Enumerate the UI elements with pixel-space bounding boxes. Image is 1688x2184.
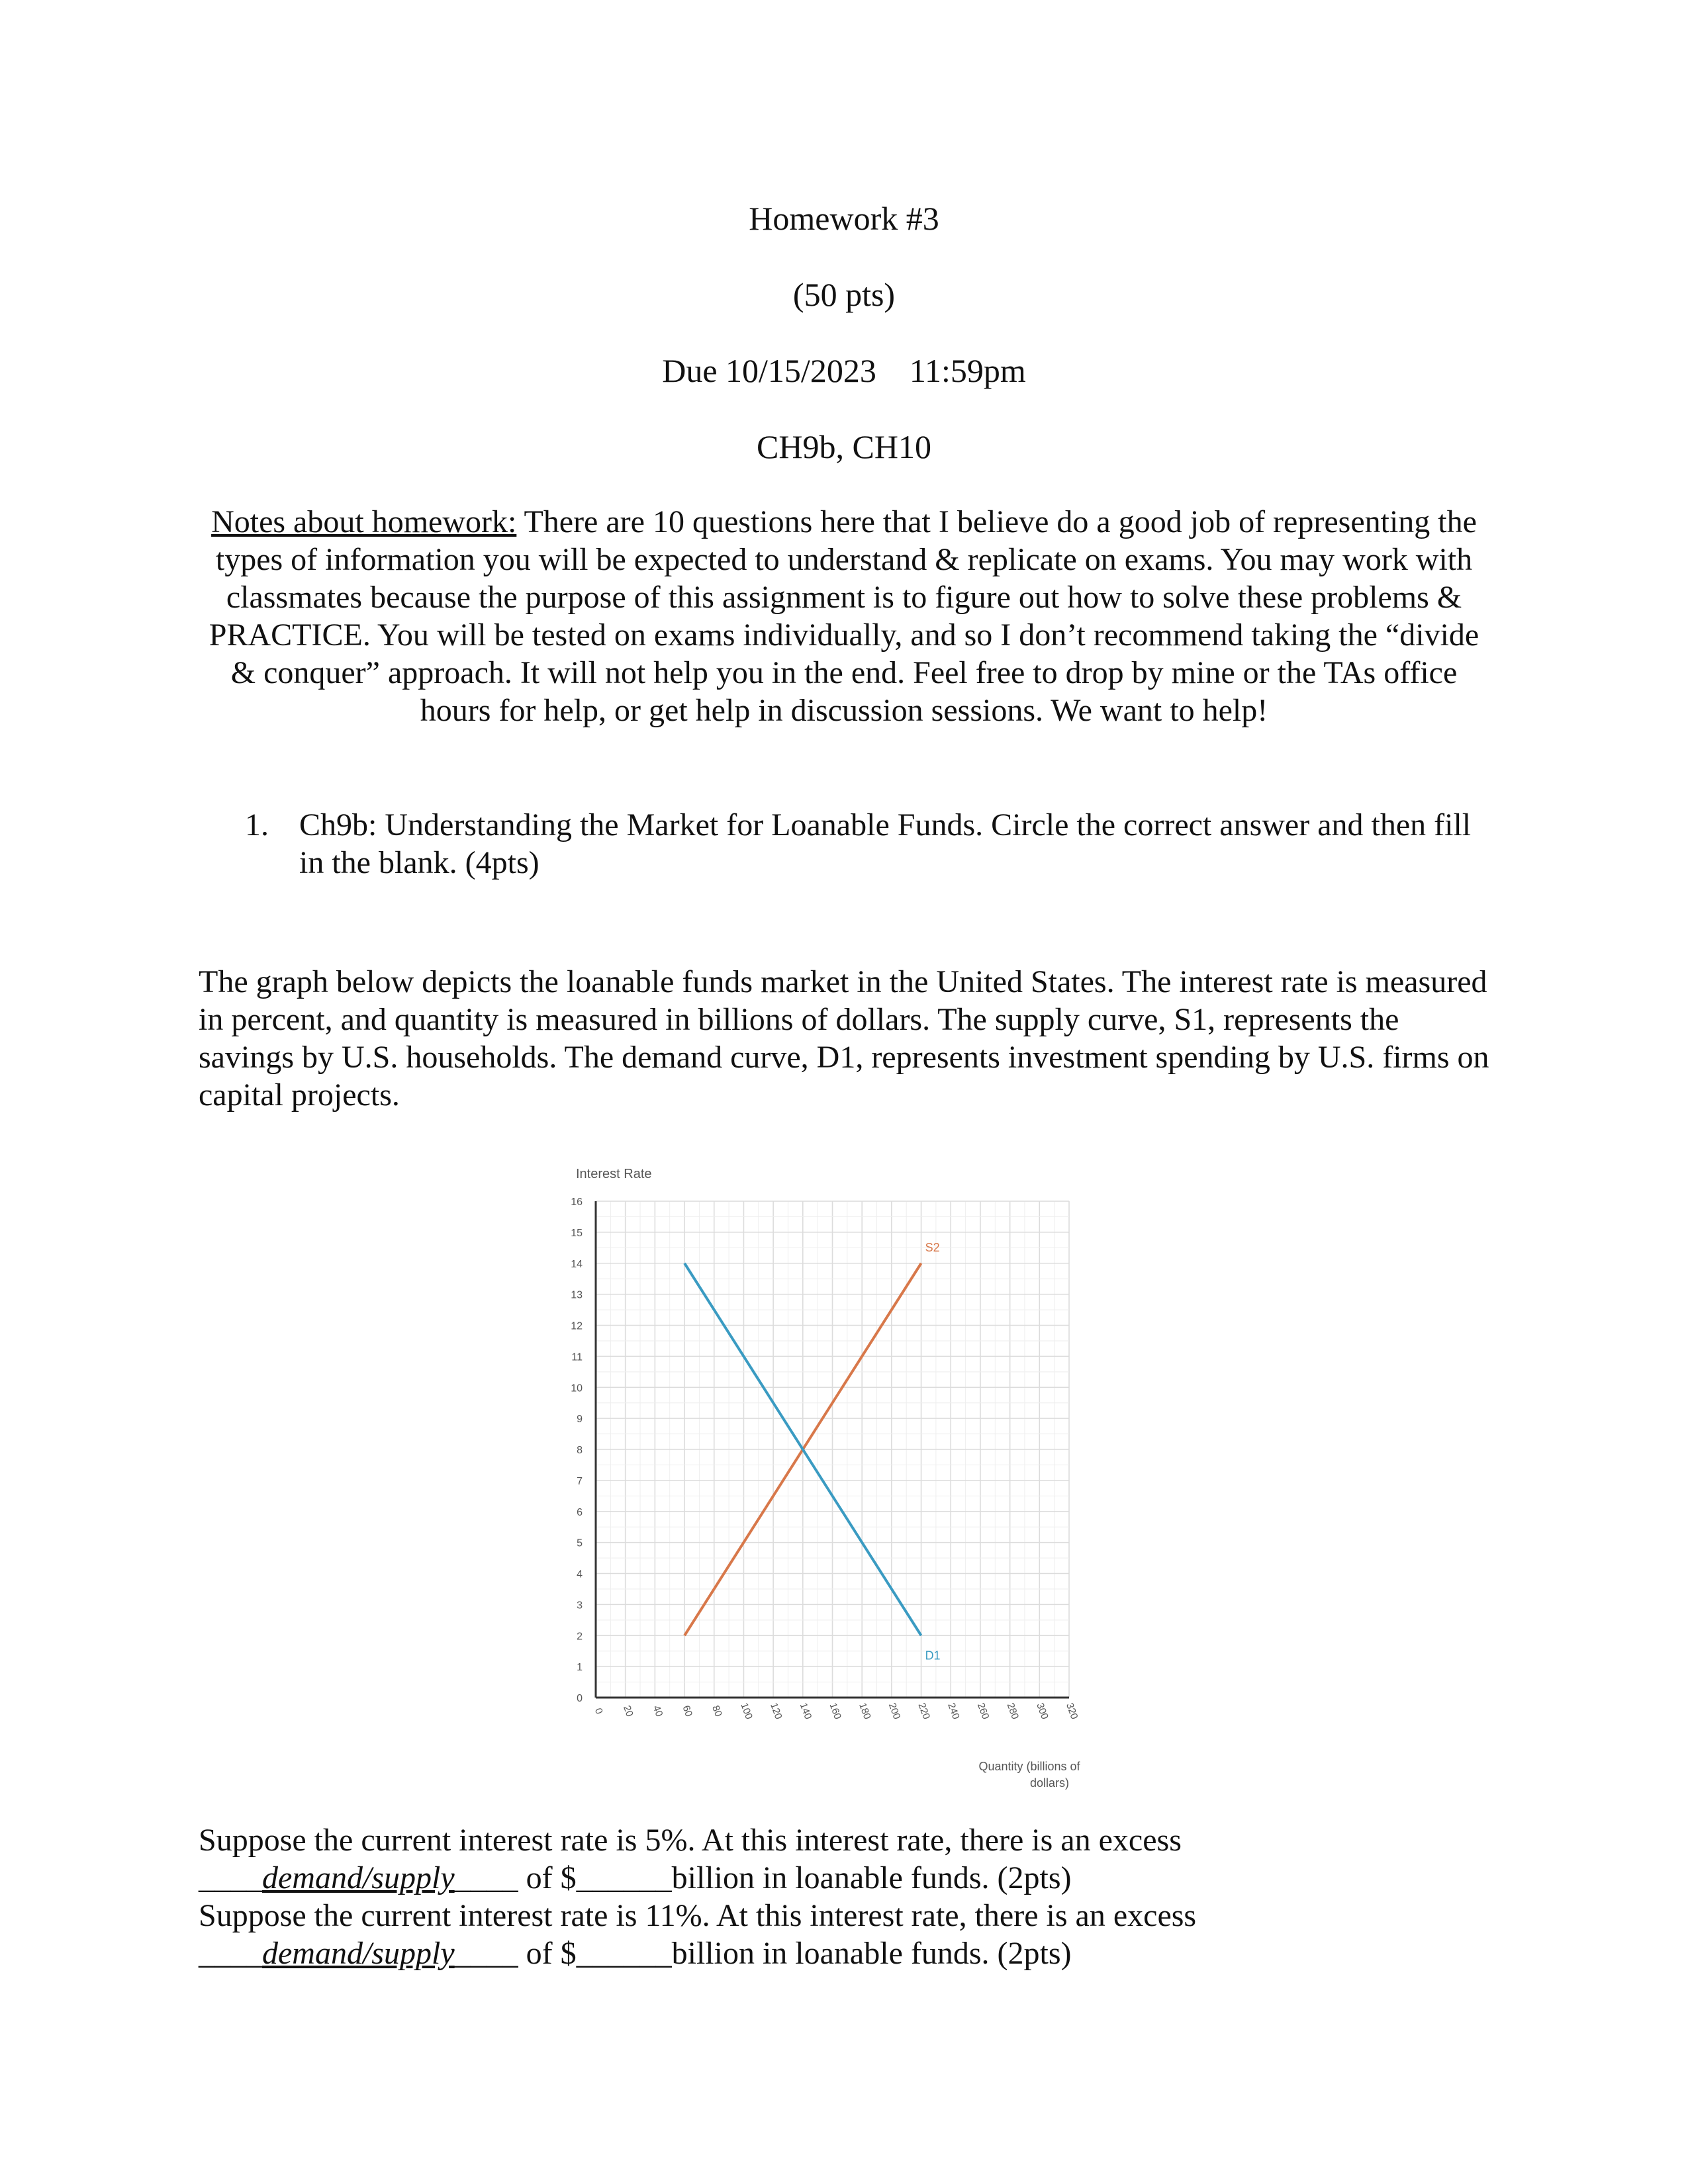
y-tick-label: 12 [571,1320,583,1332]
x-tick-label: 220 [915,1701,933,1721]
fill-in-1-choice[interactable]: demand/supply [262,1860,455,1895]
y-tick-label: 6 [577,1506,583,1518]
y-tick-label: 9 [577,1414,583,1426]
y-tick-label: 13 [571,1289,583,1301]
fill-in-1-prompt: Suppose the current interest rate is 5%. At this interest rate, there is an excess [199,1823,1182,1858]
y-tick-label: 14 [571,1258,583,1270]
fill-in-2-blank-before: ____ [199,1936,262,1971]
x-tick-label: 0 [592,1706,605,1716]
question-number: 1. [245,807,269,842]
y-tick-label: 2 [577,1631,583,1643]
x-tick-label: 200 [886,1701,903,1721]
y-tick-label: 16 [571,1197,583,1208]
y-tick-label: 3 [577,1600,583,1612]
chapters: CH9b, CH10 [757,428,931,465]
y-tick-label: 5 [577,1537,583,1549]
x-tick-label: 60 [680,1704,695,1719]
notes-text: There are 10 questions here that I believe do a good job of representing the types of information you will be expected to understand & replicate on exams. You may work with classmates because the purpose of this assignment is to figure out how to solve these problems & PRACTICE. You will be tested on exams individually, and so I don’t recommend taking the “divide & conquer” approach. It will not help you in the end. Feel free to drop by mine or the TAs office hours for help, or get help in discussion sessions. We want to help! [209,504,1479,728]
x-tick-label: 120 [768,1701,784,1721]
homework-notes [199,503,1489,729]
fill-in-2-prompt: Suppose the current interest rate is 11%. At this interest rate, there is an excess [199,1898,1197,1933]
x-tick-label: 40 [650,1704,665,1719]
y-tick-label: 10 [571,1383,583,1394]
y-axis-label: Interest Rate [576,1167,652,1181]
x-tick-label: 80 [710,1704,724,1719]
due-date: Due 10/15/2023 11:59pm [662,352,1026,389]
x-tick-label: 260 [974,1701,992,1721]
notes-label: Notes about homework: [211,504,517,539]
x-tick-label: 300 [1034,1701,1051,1721]
y-tick-label: 1 [577,1662,583,1674]
y-tick-label: 15 [571,1227,583,1239]
x-tick-label: 160 [827,1701,843,1721]
series-label-d1: D1 [925,1649,941,1662]
chart-ticks [571,1197,1080,1721]
fill-in-2 [199,1897,1489,1972]
loanable-funds-chart [546,1148,1135,1810]
chart-svg [546,1148,1135,1810]
fill-in-2-blank-after[interactable]: ____ of $______billion in loanable funds. (2pts) [454,1936,1072,1971]
points-total: (50 pts) [792,276,896,313]
y-tick-label: 4 [577,1569,583,1580]
question-text: Ch9b: Understanding the Market for Loanable Funds. Circle the correct answer and then fill in the blank. (4pts) [299,807,1472,880]
page-title: Homework #3 [749,200,939,237]
x-axis-label: Quantity (billions of [978,1760,1080,1773]
y-tick-label: 0 [577,1693,583,1704]
y-tick-label: 7 [577,1475,583,1487]
x-tick-label: 100 [738,1701,755,1721]
y-tick-label: 11 [571,1351,583,1363]
chart-grid [596,1201,1069,1698]
y-tick-label: 8 [577,1445,583,1456]
fill-in-1 [199,1821,1489,1897]
series-label-s2: S2 [925,1240,940,1254]
x-tick-label: 180 [857,1701,873,1721]
x-tick-label: 320 [1063,1701,1080,1721]
fill-in-2-choice[interactable]: demand/supply [262,1936,455,1971]
fill-in-1-blank-before: ____ [199,1860,262,1895]
x-tick-label: 280 [1004,1701,1021,1721]
chart-series [684,1241,941,1662]
x-axis-label-line2: dollars) [1029,1776,1069,1790]
x-tick-label: 20 [621,1704,635,1719]
graph-description: The graph below depicts the loanable funds market in the United States. The interest rate is measured in percent, and quantity is measured in billions of dollars. The supply curve, S1, represents the savings by U.S. households. The demand curve, D1, represents investment spending by U.S. firms on capital projects. [199,964,1489,1113]
fill-in-1-blank-after[interactable]: ____ of $______billion in loanable funds. (2pts) [454,1860,1072,1895]
x-tick-label: 140 [797,1701,814,1721]
x-tick-label: 240 [945,1701,962,1721]
